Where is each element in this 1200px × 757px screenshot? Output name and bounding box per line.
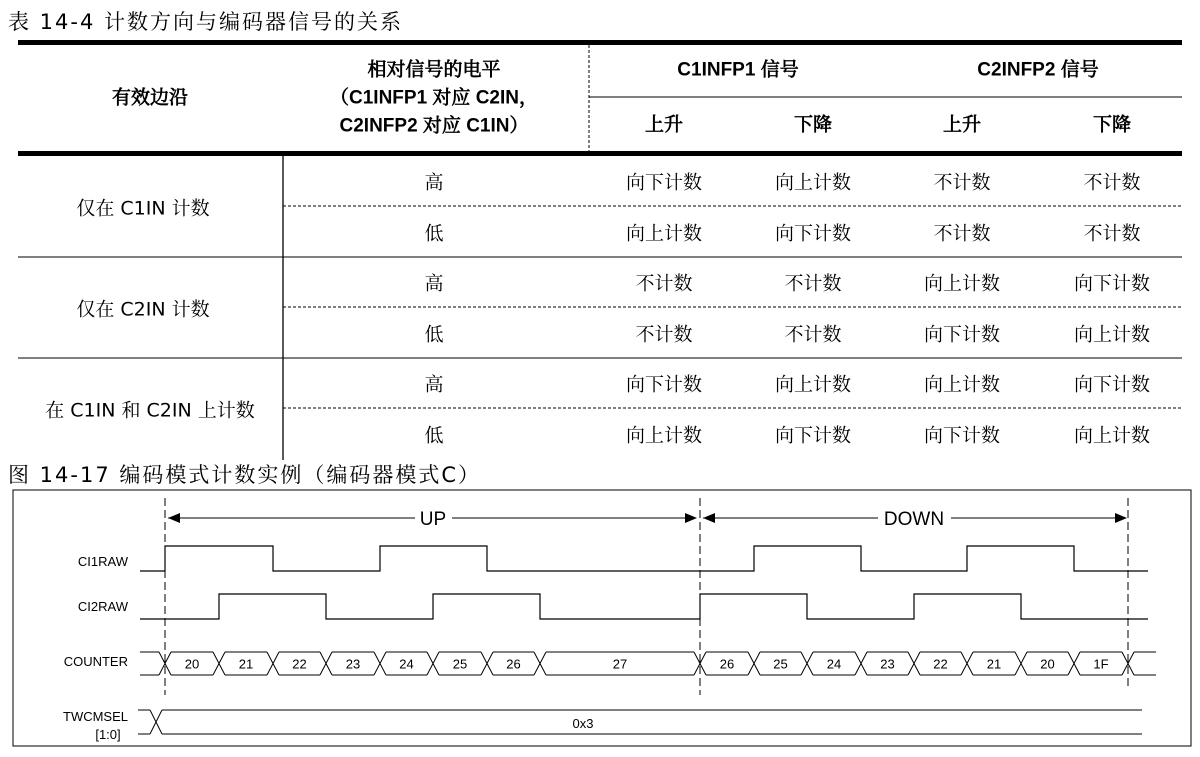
figure-caption: 图 14-17 编码模式计数实例（编码器模式C） <box>8 463 482 487</box>
counter-value: 24 <box>826 656 842 672</box>
header-c1-fall: 下降 <box>793 114 833 136</box>
value-cell: 向上计数 <box>774 373 852 396</box>
level-cell: 低 <box>424 222 444 245</box>
value-cell: 向下计数 <box>923 424 1001 447</box>
value-cell: 向下计数 <box>774 222 852 245</box>
counter-value: 25 <box>773 656 788 672</box>
ci1raw-label: CI1RAW <box>77 554 128 569</box>
group-label: 仅在 C1IN 计数 <box>76 197 210 220</box>
value-cell: 向上计数 <box>774 171 852 194</box>
counter-value: 26 <box>719 656 735 672</box>
header-c2-rise: 上升 <box>942 114 982 136</box>
value-cell: 不计数 <box>784 272 842 295</box>
header-edge: 有效边沿 <box>111 87 189 109</box>
counter-value: 20 <box>1040 656 1055 672</box>
value-cell: 向上计数 <box>1073 323 1151 346</box>
twcmsel-bits-label: [1:0] <box>95 727 121 742</box>
value-cell: 向上计数 <box>1073 424 1151 447</box>
counter-value: 20 <box>184 656 200 672</box>
twcmsel-bus <box>138 710 1142 734</box>
value-cell: 向下计数 <box>774 424 852 447</box>
header-level-line3: C2INFP2 对应 C1IN） <box>339 115 529 137</box>
value-cell: 向下计数 <box>1073 373 1151 396</box>
level-cell: 低 <box>424 323 444 346</box>
value-cell: 不计数 <box>784 323 842 346</box>
value-cell: 不计数 <box>933 171 991 194</box>
header-c2-fall: 下降 <box>1092 114 1132 136</box>
ci2raw-waveform <box>140 594 1148 619</box>
value-cell: 不计数 <box>1083 222 1141 245</box>
value-cell: 向上计数 <box>923 373 1001 396</box>
counter-value: 25 <box>452 656 468 672</box>
level-cell: 高 <box>424 373 444 396</box>
counter-value: 1F <box>1093 656 1109 672</box>
level-cell: 高 <box>424 272 444 295</box>
value-cell: 不计数 <box>933 222 991 245</box>
counter-label: COUNTER <box>63 654 128 669</box>
header-level-line1: 相对信号的电平 <box>367 59 501 81</box>
counter-value: 23 <box>880 656 895 672</box>
ci2raw-label: CI2RAW <box>77 599 128 614</box>
counter-value: 21 <box>986 656 1002 672</box>
header-c1infp1: C1INFP1 信号 <box>677 59 799 81</box>
header-c1-rise: 上升 <box>644 114 684 136</box>
counter-value: 22 <box>933 656 948 672</box>
group-label: 仅在 C2IN 计数 <box>76 298 210 321</box>
value-cell: 向上计数 <box>625 222 703 245</box>
counter-value: 26 <box>506 656 521 672</box>
table-caption: 表 14-4 计数方向与编码器信号的关系 <box>8 10 404 34</box>
value-cell: 向下计数 <box>923 323 1001 346</box>
level-cell: 低 <box>424 424 444 447</box>
value-cell: 向下计数 <box>1073 272 1151 295</box>
value-cell: 不计数 <box>635 323 693 346</box>
value-cell: 不计数 <box>635 272 693 295</box>
level-cell: 高 <box>424 171 444 194</box>
timing-diagram-canvas <box>0 488 1200 753</box>
value-cell: 向下计数 <box>625 171 703 194</box>
counter-value: 22 <box>292 656 307 672</box>
counter-bus <box>140 652 1156 675</box>
twcmsel-value: 0x3 <box>572 716 594 731</box>
counter-value: 27 <box>612 656 628 672</box>
value-cell: 不计数 <box>1083 171 1141 194</box>
counter-value: 23 <box>345 656 361 672</box>
value-cell: 向下计数 <box>625 373 703 396</box>
counter-value: 21 <box>238 656 254 672</box>
down-label: DOWN <box>883 509 945 530</box>
group-label: 在 C1IN 和 C2IN 上计数 <box>45 399 255 422</box>
ci1raw-waveform <box>140 546 1148 571</box>
counter-value: 24 <box>399 656 414 672</box>
header-c2infp2: C2INFP2 信号 <box>977 59 1099 81</box>
timing-diagram <box>0 488 1200 753</box>
header-level-line2: （C1INFP1 对应 C2IN， <box>330 87 538 109</box>
twcmsel-label: TWCMSEL <box>63 709 128 724</box>
value-cell: 向上计数 <box>625 424 703 447</box>
value-cell: 向上计数 <box>923 272 1001 295</box>
up-label: UP <box>419 509 447 530</box>
